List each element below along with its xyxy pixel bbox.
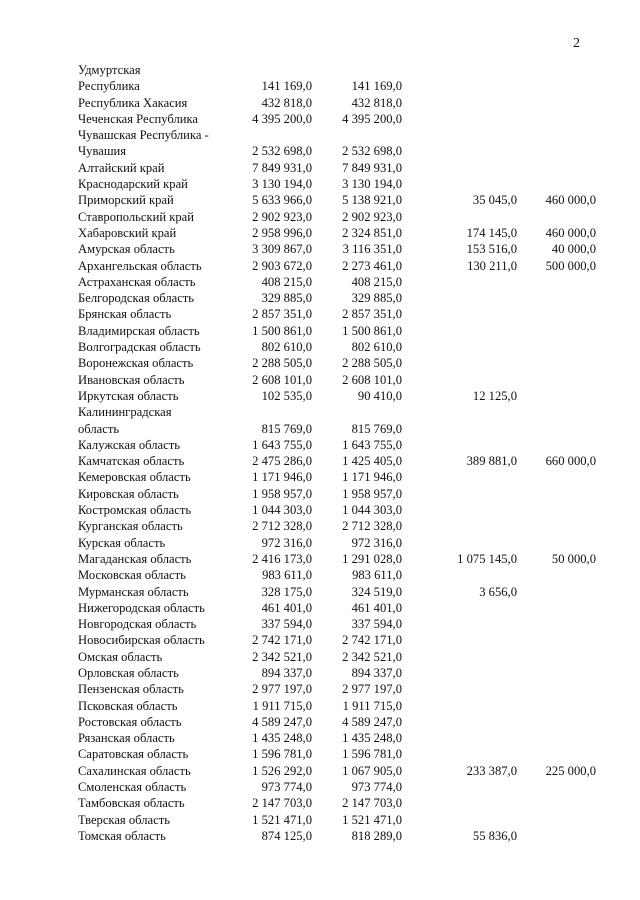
- amount-column-2: 894 337,0: [351, 665, 402, 680]
- amount-column-4: 460 000,0: [545, 193, 596, 208]
- total-amount: 2 958 996,0: [252, 225, 312, 240]
- region-name: Удмуртская: [78, 63, 141, 77]
- amount-column-2: 4 395 200,0: [342, 111, 402, 126]
- table-row: [0, 828, 640, 844]
- table-row: [0, 323, 640, 339]
- total-amount: 1 911 715,0: [252, 698, 312, 713]
- region-name: Краснодарский край: [78, 177, 188, 192]
- amount-column-2: 5 138 921,0: [342, 193, 402, 208]
- region-name: Новосибирская область: [78, 633, 205, 648]
- table-row: [0, 502, 640, 518]
- table-row: [0, 355, 640, 371]
- region-table: [0, 62, 640, 844]
- amount-column-2: 2 324 851,0: [342, 225, 402, 240]
- total-amount: 328 175,0: [261, 584, 312, 599]
- total-amount: 461 401,0: [261, 600, 312, 615]
- amount-column-2: 1 171 946,0: [342, 470, 402, 485]
- total-amount: 2 742 171,0: [252, 633, 312, 648]
- amount-column-3: 35 045,0: [472, 193, 517, 208]
- total-amount: 1 596 781,0: [252, 747, 312, 762]
- region-name: Чувашия: [78, 144, 127, 159]
- region-name: Томская область: [78, 828, 166, 843]
- region-name: Курская область: [78, 535, 166, 550]
- total-amount: 973 774,0: [261, 780, 312, 795]
- amount-column-2: 2 857 351,0: [342, 307, 402, 322]
- region-name: Кемеровская область: [78, 470, 191, 485]
- region-name: Рязанская область: [78, 731, 175, 746]
- table-row: [0, 388, 640, 404]
- table-row: [0, 372, 640, 388]
- table-row: [0, 518, 640, 534]
- region-name: Саратовская область: [78, 747, 189, 762]
- total-amount: 2 342 521,0: [252, 649, 312, 664]
- region-name: Московская область: [78, 568, 186, 583]
- region-name: Калужская область: [78, 437, 180, 452]
- total-amount: 2 902 923,0: [252, 209, 312, 224]
- table-row: [0, 143, 640, 159]
- table-row: [0, 421, 640, 437]
- table-row: [0, 95, 640, 111]
- amount-column-2: 815 769,0: [351, 421, 402, 436]
- amount-column-3: 174 145,0: [466, 225, 517, 240]
- amount-column-2: 329 885,0: [351, 291, 402, 306]
- total-amount: 102 535,0: [261, 388, 312, 403]
- region-name: Калининградская: [78, 405, 172, 420]
- amount-column-2: 973 774,0: [351, 780, 402, 795]
- total-amount: 983 611,0: [262, 568, 312, 583]
- table-row: [0, 551, 640, 567]
- region-name: Ивановская область: [78, 372, 185, 387]
- region-name: Ставропольский край: [78, 209, 195, 224]
- total-amount: 1 526 292,0: [252, 763, 312, 778]
- table-row: [0, 274, 640, 290]
- amount-column-2: 802 610,0: [351, 340, 402, 355]
- amount-column-2: 324 519,0: [351, 584, 402, 599]
- amount-column-3: 55 836,0: [472, 828, 517, 843]
- region-name: Брянская область: [78, 307, 172, 322]
- table-row: [0, 404, 640, 420]
- region-name: Орловская область: [78, 665, 179, 680]
- table-row: [0, 535, 640, 551]
- amount-column-2: 1 500 861,0: [342, 323, 402, 338]
- amount-column-2: 818 289,0: [351, 828, 402, 843]
- amount-column-2: 1 643 755,0: [342, 437, 402, 452]
- amount-column-4: 460 000,0: [545, 225, 596, 240]
- amount-column-2: 432 818,0: [351, 95, 402, 110]
- amount-column-2: 2 288 505,0: [342, 356, 402, 371]
- amount-column-3: 233 387,0: [466, 763, 517, 778]
- table-row: [0, 649, 640, 665]
- region-name: Амурская область: [78, 242, 175, 257]
- amount-column-2: 1 067 905,0: [342, 763, 402, 778]
- table-row: [0, 486, 640, 502]
- total-amount: 141 169,0: [261, 79, 312, 94]
- table-row: [0, 192, 640, 208]
- amount-column-3: 389 881,0: [466, 454, 517, 469]
- table-row: [0, 812, 640, 828]
- total-amount: 815 769,0: [261, 421, 312, 436]
- amount-column-2: 1 521 471,0: [342, 812, 402, 827]
- region-name: Мурманская область: [78, 584, 189, 599]
- table-row: [0, 779, 640, 795]
- amount-column-4: 500 000,0: [545, 258, 596, 273]
- amount-column-2: 2 742 171,0: [342, 633, 402, 648]
- region-name: Тамбовская область: [78, 796, 185, 811]
- total-amount: 1 500 861,0: [252, 323, 312, 338]
- amount-column-3: 12 125,0: [472, 388, 517, 403]
- table-row: [0, 62, 640, 78]
- amount-column-2: 3 130 194,0: [342, 177, 402, 192]
- amount-column-2: 1 911 715,0: [342, 698, 402, 713]
- total-amount: 2 977 197,0: [252, 682, 312, 697]
- amount-column-2: 1 958 957,0: [342, 486, 402, 501]
- amount-column-2: 1 435 248,0: [342, 731, 402, 746]
- table-row: [0, 127, 640, 143]
- total-amount: 1 643 755,0: [252, 437, 312, 452]
- table-row: [0, 600, 640, 616]
- region-name: Пензенская область: [78, 682, 184, 697]
- amount-column-2: 7 849 931,0: [342, 160, 402, 175]
- region-name: Курганская область: [78, 519, 183, 534]
- total-amount: 337 594,0: [261, 617, 312, 632]
- amount-column-3: 1 075 145,0: [457, 551, 517, 566]
- total-amount: 408 215,0: [261, 274, 312, 289]
- total-amount: 874 125,0: [261, 828, 312, 843]
- region-name: Волгоградская область: [78, 340, 201, 355]
- region-name: область: [78, 421, 120, 436]
- table-row: [0, 160, 640, 176]
- amount-column-2: 2 342 521,0: [342, 649, 402, 664]
- region-name: Костромская область: [78, 503, 192, 518]
- region-name: Ростовская область: [78, 714, 182, 729]
- amount-column-2: 90 410,0: [357, 388, 402, 403]
- total-amount: 2 857 351,0: [252, 307, 312, 322]
- table-row: [0, 111, 640, 127]
- table-row: [0, 241, 640, 257]
- amount-column-2: 2 712 328,0: [342, 519, 402, 534]
- page-number: 2: [573, 36, 580, 51]
- total-amount: 3 130 194,0: [252, 177, 312, 192]
- total-amount: 2 532 698,0: [252, 144, 312, 159]
- total-amount: 4 589 247,0: [252, 714, 312, 729]
- table-row: [0, 584, 640, 600]
- amount-column-4: 225 000,0: [545, 763, 596, 778]
- amount-column-2: 4 589 247,0: [342, 714, 402, 729]
- amount-column-2: 408 215,0: [351, 274, 402, 289]
- table-row: [0, 209, 640, 225]
- region-name: Магаданская область: [78, 551, 192, 566]
- region-name: Чеченская Республика: [78, 111, 199, 126]
- table-row: [0, 730, 640, 746]
- amount-column-2: 1 425 405,0: [342, 454, 402, 469]
- total-amount: 2 475 286,0: [252, 454, 312, 469]
- table-row: [0, 453, 640, 469]
- region-name: Камчатская область: [78, 454, 185, 469]
- amount-column-4: 660 000,0: [545, 454, 596, 469]
- amount-column-2: 2 608 101,0: [342, 372, 402, 387]
- total-amount: 2 608 101,0: [252, 372, 312, 387]
- amount-column-2: 2 532 698,0: [342, 144, 402, 159]
- amount-column-4: 40 000,0: [551, 242, 596, 257]
- amount-column-2: 1 044 303,0: [342, 503, 402, 518]
- table-row: [0, 567, 640, 583]
- total-amount: 2 903 672,0: [252, 258, 312, 273]
- table-row: [0, 665, 640, 681]
- total-amount: 3 309 867,0: [252, 242, 312, 257]
- table-row: [0, 339, 640, 355]
- total-amount: 4 395 200,0: [252, 111, 312, 126]
- table-row: [0, 176, 640, 192]
- total-amount: 2 416 173,0: [252, 551, 312, 566]
- amount-column-2: 3 116 351,0: [342, 242, 402, 257]
- total-amount: 7 849 931,0: [252, 160, 312, 175]
- total-amount: 1 521 471,0: [252, 812, 312, 827]
- amount-column-2: 972 316,0: [351, 535, 402, 550]
- total-amount: 2 712 328,0: [252, 519, 312, 534]
- region-name: Белгородская область: [78, 291, 195, 306]
- region-name: Приморский край: [78, 193, 174, 208]
- region-name: Новгородская область: [78, 617, 197, 632]
- region-name: Нижегородская область: [78, 600, 205, 615]
- region-name: Архангельская область: [78, 258, 202, 273]
- table-row: [0, 746, 640, 762]
- table-row: [0, 632, 640, 648]
- total-amount: 894 337,0: [261, 665, 312, 680]
- amount-column-3: 153 516,0: [466, 242, 517, 257]
- total-amount: 1 958 957,0: [252, 486, 312, 501]
- total-amount: 1 044 303,0: [252, 503, 312, 518]
- region-name: Алтайский край: [78, 160, 165, 175]
- region-name: Чувашская Республика -: [78, 128, 209, 143]
- total-amount: 972 316,0: [261, 535, 312, 550]
- amount-column-2: 1 291 028,0: [342, 551, 402, 566]
- table-row: [0, 795, 640, 811]
- table-row: [0, 698, 640, 714]
- region-name: Хабаровский край: [78, 225, 177, 240]
- amount-column-2: 461 401,0: [351, 600, 402, 615]
- region-name: Владимирская область: [78, 323, 200, 338]
- amount-column-2: 1 596 781,0: [342, 747, 402, 762]
- amount-column-2: 2 273 461,0: [342, 258, 402, 273]
- table-row: [0, 714, 640, 730]
- total-amount: 2 147 703,0: [252, 796, 312, 811]
- total-amount: 2 288 505,0: [252, 356, 312, 371]
- region-name: Смоленская область: [78, 780, 187, 795]
- region-name: Воронежская область: [78, 356, 194, 371]
- amount-column-3: 130 211,0: [467, 258, 517, 273]
- region-name: Республика Хакасия: [78, 95, 188, 110]
- region-name: Псковская область: [78, 698, 178, 713]
- table-row: [0, 306, 640, 322]
- table-row: [0, 225, 640, 241]
- total-amount: 329 885,0: [261, 291, 312, 306]
- table-row: [0, 290, 640, 306]
- amount-column-3: 3 656,0: [479, 584, 517, 599]
- table-row: [0, 78, 640, 94]
- total-amount: 5 633 966,0: [252, 193, 312, 208]
- table-row: [0, 437, 640, 453]
- total-amount: 802 610,0: [261, 340, 312, 355]
- region-name: Тверская область: [78, 812, 170, 827]
- amount-column-2: 141 169,0: [351, 79, 402, 94]
- region-name: Кировская область: [78, 486, 179, 501]
- amount-column-4: 50 000,0: [551, 551, 596, 566]
- total-amount: 1 171 946,0: [252, 470, 312, 485]
- total-amount: 1 435 248,0: [252, 731, 312, 746]
- table-row: [0, 616, 640, 632]
- total-amount: 432 818,0: [261, 95, 312, 110]
- region-name: Астраханская область: [78, 274, 196, 289]
- region-name: Иркутская область: [78, 388, 179, 403]
- amount-column-2: 2 977 197,0: [342, 682, 402, 697]
- table-row: [0, 681, 640, 697]
- region-name: Сахалинская область: [78, 763, 191, 778]
- amount-column-2: 983 611,0: [352, 568, 402, 583]
- amount-column-2: 2 147 703,0: [342, 796, 402, 811]
- region-name: Омская область: [78, 649, 163, 664]
- table-row: [0, 469, 640, 485]
- region-name: Республика: [78, 79, 140, 94]
- table-row: [0, 258, 640, 274]
- table-row: [0, 763, 640, 779]
- amount-column-2: 2 902 923,0: [342, 209, 402, 224]
- amount-column-2: 337 594,0: [351, 617, 402, 632]
